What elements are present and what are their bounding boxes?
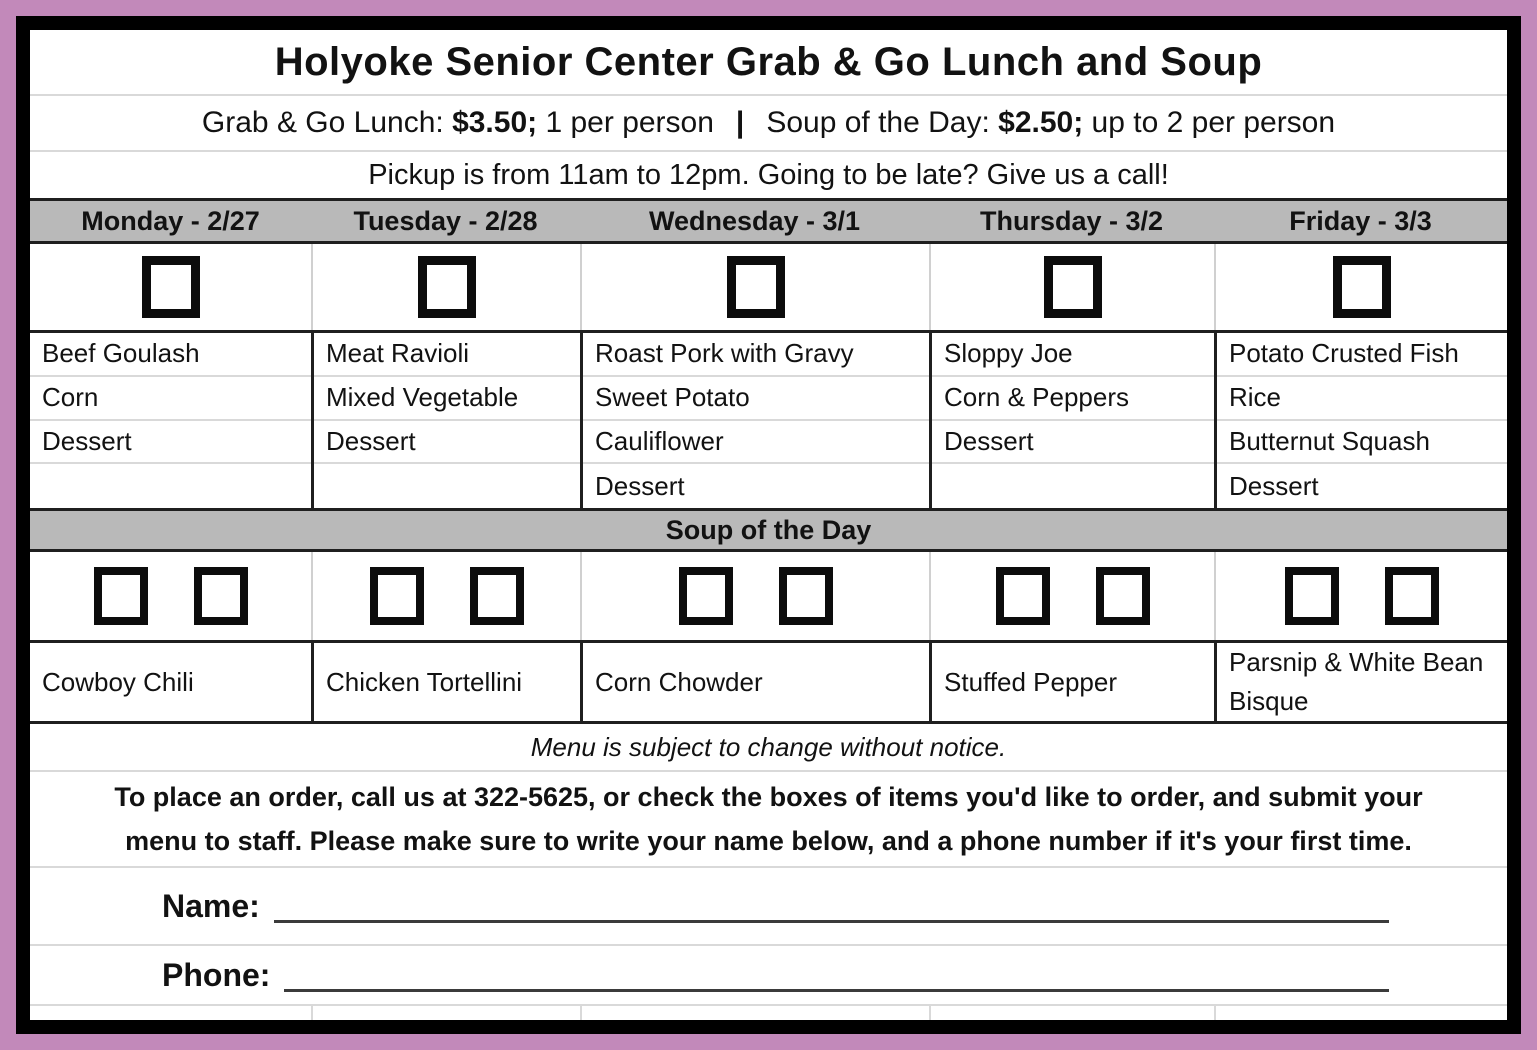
inner-black-border (16, 16, 1521, 1034)
phone-input-line[interactable] (284, 989, 1389, 992)
soup-checkbox-cell-wednesday (580, 552, 929, 640)
lunch-price: $3.50; (452, 106, 538, 139)
menu-item: Mixed Vegetable (314, 377, 580, 421)
menu-item: Dessert (932, 421, 1214, 465)
menu-item (30, 464, 311, 508)
day-header-friday: Friday - 3/3 (1289, 205, 1432, 236)
menu-item: Potato Crusted Fish (1217, 333, 1507, 377)
soup-limit: up to 2 per person (1083, 106, 1336, 139)
lunch-column-thursday (929, 333, 1214, 508)
menu-item (314, 464, 580, 508)
soup-item: Cowboy Chili (42, 666, 194, 697)
name-label: Name: (162, 887, 260, 924)
menu-item: Sweet Potato (583, 377, 929, 421)
menu-item: Meat Ravioli (314, 333, 580, 377)
soup-checkbox-monday-2[interactable] (194, 567, 248, 625)
name-row (30, 868, 1507, 944)
phone-row (30, 946, 1507, 1004)
soup-checkbox-cell-monday (30, 552, 311, 640)
lunch-column-tuesday (311, 333, 580, 508)
menu-item: Dessert (595, 470, 685, 501)
soup-item: Parsnip & White Bean Bisque (1214, 643, 1507, 721)
soup-item: Corn Chowder (580, 643, 929, 721)
soup-checkbox-row (30, 552, 1507, 640)
menu-item: Beef Goulash (30, 333, 311, 377)
soup-checkbox-cell-thursday (929, 552, 1214, 640)
lunch-checkbox-cell-thursday (929, 244, 1214, 330)
pricing-divider: | (735, 106, 745, 139)
order-instructions-line2: menu to staff. Please make sure to write your name below, and a phone number if it's your first time. (125, 826, 1412, 856)
lunch-column-friday (1214, 333, 1507, 508)
soup-checkbox-cell-tuesday (311, 552, 580, 640)
day-header-thursday: Thursday - 3/2 (979, 205, 1164, 236)
soup-checkbox-cell-friday (1214, 552, 1507, 640)
lunch-column-monday (30, 333, 311, 508)
partial-bottom-row (30, 1006, 1507, 1020)
name-input-line[interactable] (274, 920, 1389, 923)
soup-checkbox-wednesday-2[interactable] (779, 567, 833, 625)
soup-item: Chicken Tortellini (311, 643, 580, 721)
order-instructions (30, 772, 1507, 866)
soup-checkbox-friday-1[interactable] (1285, 567, 1339, 625)
menu-item (932, 464, 1214, 508)
lunch-checkbox-wednesday[interactable] (727, 256, 785, 318)
lunch-checkbox-row (30, 244, 1507, 330)
lunch-limit: 1 per person (537, 106, 714, 139)
day-header-row (30, 198, 1507, 244)
soup-checkbox-tuesday-1[interactable] (370, 567, 424, 625)
lunch-checkbox-cell-wednesday (580, 244, 929, 330)
soup-price: $2.50; (998, 106, 1084, 139)
lunch-checkbox-monday[interactable] (142, 256, 200, 318)
lunch-checkbox-cell-friday (1214, 244, 1507, 330)
soup-checkbox-wednesday-1[interactable] (679, 567, 733, 625)
soup-section-header: Soup of the Day (30, 508, 1507, 552)
lunch-column-wednesday (580, 333, 929, 508)
soup-checkbox-friday-2[interactable] (1385, 567, 1439, 625)
menu-change-notice: Menu is subject to change without notice. (530, 731, 1007, 762)
lunch-checkbox-thursday[interactable] (1044, 256, 1102, 318)
menu-item: Roast Pork with Gravy (583, 333, 929, 377)
menu-item: Butternut Squash (1217, 421, 1507, 465)
pricing-line (30, 96, 1507, 150)
lunch-price-label: Grab & Go Lunch: (201, 106, 453, 139)
soup-checkbox-tuesday-2[interactable] (470, 567, 524, 625)
lunch-menu-grid (30, 330, 1507, 508)
menu-item: Rice (1217, 377, 1507, 421)
menu-item: Corn (30, 377, 311, 421)
lunch-checkbox-friday[interactable] (1333, 256, 1391, 318)
menu-item: Dessert (30, 421, 311, 465)
menu-item: Sloppy Joe (932, 333, 1214, 377)
menu-item: Corn & Peppers (932, 377, 1214, 421)
day-header-monday: Monday - 2/27 (81, 205, 260, 236)
soup-item: Stuffed Pepper (929, 643, 1214, 721)
order-instructions-line1: To place an order, call us at 322-5625, or check the boxes of items you'd like to order, and submit your (114, 782, 1423, 812)
soup-checkbox-thursday-1[interactable] (996, 567, 1050, 625)
soup-checkbox-monday-1[interactable] (94, 567, 148, 625)
phone-label: Phone: (162, 956, 271, 993)
lunch-checkbox-tuesday[interactable] (418, 256, 476, 318)
lunch-checkbox-cell-tuesday (311, 244, 580, 330)
day-header-wednesday: Wednesday - 3/1 (648, 205, 861, 236)
menu-order-form (30, 30, 1507, 1020)
page-title: Holyoke Senior Center Grab & Go Lunch and Soup (274, 39, 1263, 84)
soup-price-label: Soup of the Day: (766, 106, 999, 139)
pickup-note: Pickup is from 11am to 12pm. Going to be late? Give us a call! (368, 158, 1169, 191)
day-header-tuesday: Tuesday - 2/28 (353, 205, 538, 236)
menu-item: Dessert (314, 421, 580, 465)
menu-item: Cauliflower (583, 421, 929, 465)
soup-checkbox-thursday-2[interactable] (1096, 567, 1150, 625)
lunch-checkbox-cell-monday (30, 244, 311, 330)
menu-item: Dessert (1229, 470, 1319, 501)
soup-name-row (30, 640, 1507, 724)
